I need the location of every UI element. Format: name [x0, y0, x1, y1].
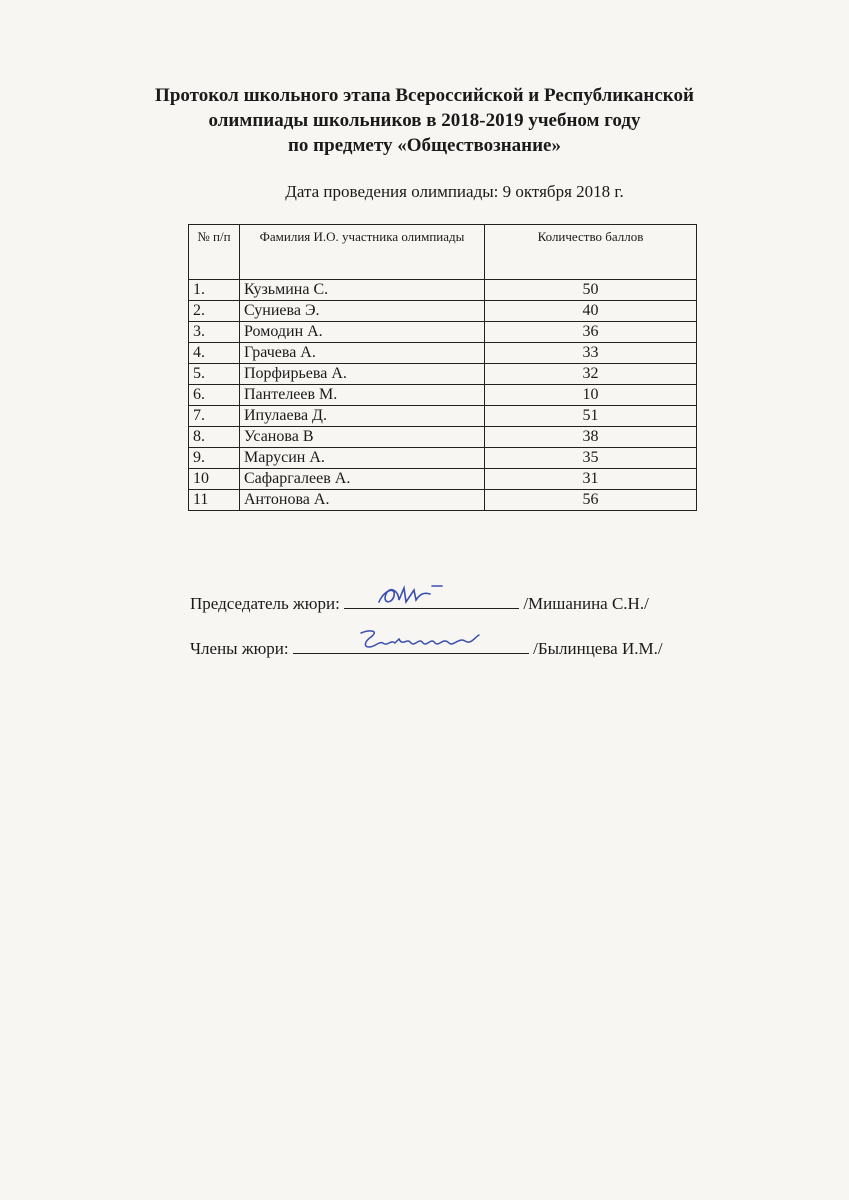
participant-name: Антонова А.: [240, 490, 485, 511]
participant-name: Суниева Э.: [240, 301, 485, 322]
members-name: /Былинцева И.М./: [533, 639, 663, 658]
participant-score: 38: [485, 427, 697, 448]
title-line-1: Протокол школьного этапа Всероссийской и Республиканской: [155, 85, 694, 106]
table-row: [189, 448, 697, 469]
title-line-2: олимпиады школьников в 2018-2019 учебном году: [208, 110, 641, 131]
table-row: [189, 322, 697, 343]
date-value: 9 октября 2018 г.: [502, 182, 624, 201]
table-row: [189, 490, 697, 511]
participant-name: Усанова В: [240, 427, 485, 448]
row-number: 7.: [189, 406, 240, 427]
table-header-row: [189, 225, 697, 280]
participant-name: Ромодин А.: [240, 322, 485, 343]
date-label: Дата проведения олимпиады:: [285, 182, 499, 201]
row-number: 9.: [189, 448, 240, 469]
participant-score: 35: [485, 448, 697, 469]
document-title: [100, 83, 749, 158]
participant-name: Порфирьева А.: [240, 364, 485, 385]
table-row: [189, 469, 697, 490]
members-signature-line: [293, 635, 529, 654]
row-number: 5.: [189, 364, 240, 385]
header-score: Количество баллов: [485, 225, 697, 280]
participant-score: 32: [485, 364, 697, 385]
table-row: [189, 364, 697, 385]
participant-name: Сафаргалеев А.: [240, 469, 485, 490]
table-row: [189, 280, 697, 301]
members-signature-row: [190, 635, 663, 659]
table-row: [189, 301, 697, 322]
row-number: 10: [189, 469, 240, 490]
row-number: 11: [189, 490, 240, 511]
participant-name: Грачева А.: [240, 343, 485, 364]
participant-name: Кузьмина С.: [240, 280, 485, 301]
chair-signature-handwriting: [344, 580, 519, 610]
row-number: 1.: [189, 280, 240, 301]
header-name: Фамилия И.О. участника олимпиады: [240, 225, 485, 280]
participant-score: 56: [485, 490, 697, 511]
row-number: 2.: [189, 301, 240, 322]
table-row: [189, 427, 697, 448]
header-number: № п/п: [189, 225, 240, 280]
participant-name: Ипулаева Д.: [240, 406, 485, 427]
table-row: [189, 385, 697, 406]
olympiad-date: [0, 182, 849, 202]
members-label: Члены жюри:: [190, 639, 289, 658]
participant-score: 50: [485, 280, 697, 301]
participant-name: Пантелеев М.: [240, 385, 485, 406]
row-number: 4.: [189, 343, 240, 364]
participant-score: 31: [485, 469, 697, 490]
participant-score: 10: [485, 385, 697, 406]
participant-name: Марусин А.: [240, 448, 485, 469]
table-row: [189, 406, 697, 427]
row-number: 8.: [189, 427, 240, 448]
table-row: [189, 343, 697, 364]
chair-label: Председатель жюри:: [190, 594, 340, 613]
participant-score: 36: [485, 322, 697, 343]
participant-score: 40: [485, 301, 697, 322]
row-number: 3.: [189, 322, 240, 343]
title-line-3: по предмету «Обществознание»: [287, 135, 561, 156]
chair-signature-line: [344, 590, 519, 609]
participant-score: 33: [485, 343, 697, 364]
chair-signature-row: [190, 590, 649, 614]
row-number: 6.: [189, 385, 240, 406]
chair-name: /Мишанина С.Н./: [523, 594, 649, 613]
members-signature-handwriting: [293, 625, 529, 655]
results-table: [188, 224, 697, 511]
participant-score: 51: [485, 406, 697, 427]
